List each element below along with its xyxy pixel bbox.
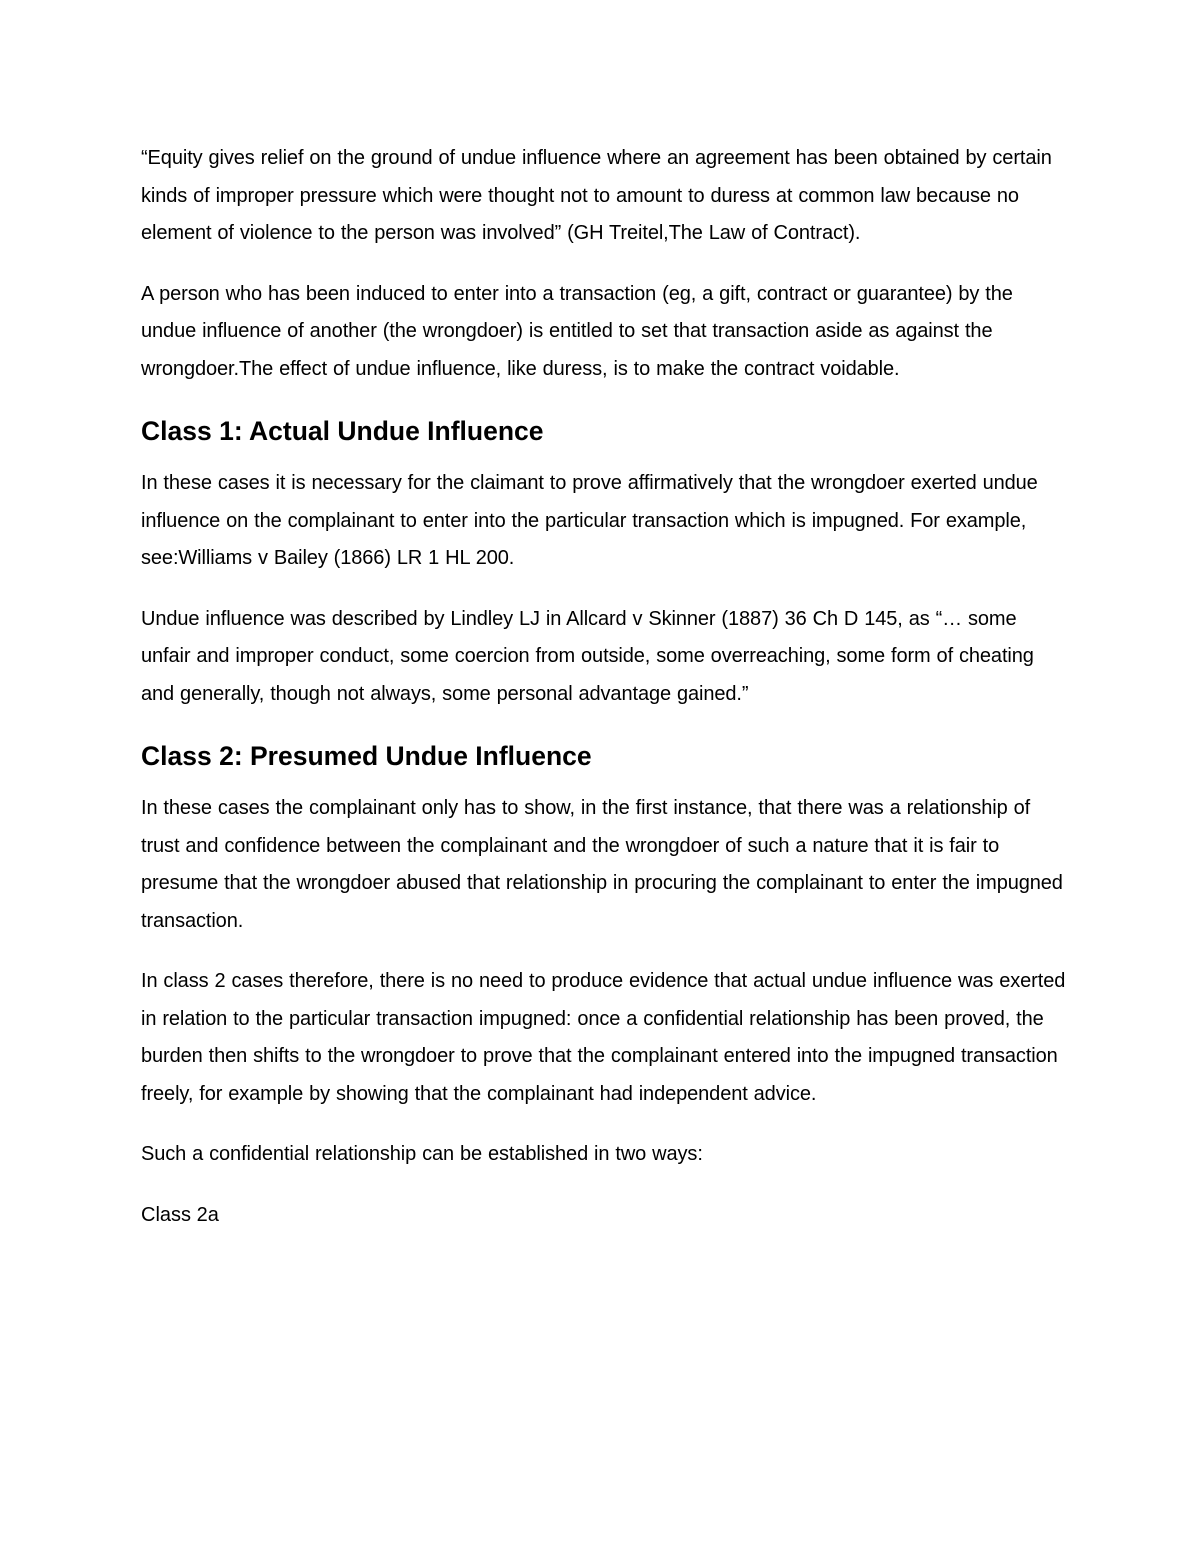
document-body — [141, 140, 1066, 1234]
allcard-v-skinner-paragraph: Undue influence was described by Lindley LJ in Allcard v Skinner (1887) 36 Ch D 145, as “… some unfair and improper conduct, some coercion from outside, some overreaching, some form of cheating and generally, though not always, some personal advantage gained.” — [141, 607, 1034, 705]
confidential-relationship-paragraph: Such a confidential relationship can be established in two ways: — [141, 1143, 703, 1165]
class-2-burden-paragraph: In class 2 cases therefore, there is no need to produce evidence that actual undue influence was exerted in relation to the particular transaction impugned: once a confidential relationship has been proved, the burden then shifts to the wrongdoer to prove that the complainant entered into the impugned transaction freely, for example by showing that the complainant had independent advice. — [141, 970, 1066, 1105]
undue-influence-intro-paragraph: A person who has been induced to enter into a transaction (eg, a gift, contract or guarantee) by the undue influence of another (the wrongdoer) is entitled to set that transaction aside as against the wrongdoer.The effect of undue influence, like duress, is to make the contract voidable. — [141, 282, 1013, 380]
class-1-heading: Class 1: Actual Undue Influence — [141, 416, 544, 446]
treitel-quote-paragraph: “Equity gives relief on the ground of undue influence where an agreement has been obtained by certain kinds of improper pressure which were thought not to amount to duress at common law because no element of violence to the person was involved” (GH Treitel,The Law of Contract). — [141, 147, 1052, 244]
class-2a-label: Class 2a — [141, 1203, 219, 1226]
class-2-heading: Class 2: Presumed Undue Influence — [141, 741, 592, 771]
class-2-description-paragraph: In these cases the complainant only has to show, in the first instance, that there was a relationship of trust and confidence between the complainant and the wrongdoer of such a nature that it is fair to presume that the wrongdoer abused that relationship in procuring the complainant to enter the impugned transaction. — [141, 797, 1063, 932]
class-1-description-paragraph: In these cases it is necessary for the claimant to prove affirmatively that the wrongdoer exerted undue influence on the complainant to enter into the particular transaction which is impugned. For example, see:Williams v Bailey (1866) LR 1 HL 200. — [141, 472, 1038, 569]
